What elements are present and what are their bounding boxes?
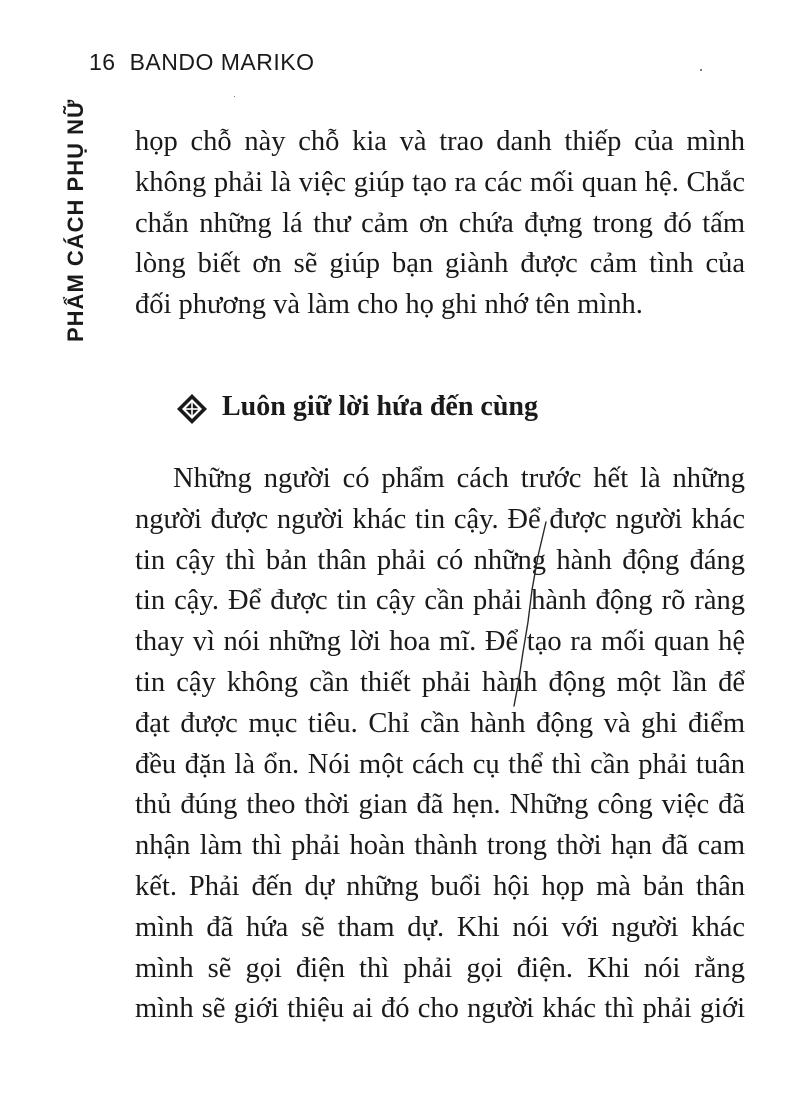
text-line: không phải là việc giúp tạo ra các mối quan hệ. Chắc [135, 166, 745, 198]
text-line: thủ đúng theo thời gian đã hẹn. Những công việc đã [135, 789, 745, 821]
section-heading: Luôn giữ lời hứa đến cùng [222, 391, 538, 422]
text-line: Những người có phẩm cách trước hết là những [173, 463, 745, 494]
text-line: họp chỗ này chỗ kia và trao danh thiếp của mình [135, 126, 745, 157]
paragraph-body [135, 459, 745, 1030]
text-line: mình sẽ giới thiệu ai đó cho người khác thì phải giới [135, 993, 745, 1025]
text-line: thay vì nói những lời hoa mĩ. Để tạo ra mối quan hệ [135, 626, 745, 658]
text-line: chắn những lá thư cảm ơn chứa đựng trong đó tấm [135, 207, 745, 239]
paragraph-continuation [135, 122, 745, 326]
text-line: đều đặn là ổn. Nói một cách cụ thể thì cần phải tuân [135, 748, 745, 780]
text-line: lòng biết ơn sẽ giúp bạn giành được cảm tình của [135, 248, 745, 280]
side-book-title: PHẨM CÁCH PHỤ NỮ [63, 98, 88, 342]
text-line: tin cậy không cần thiết phải hành động một lần để [135, 666, 745, 698]
text-line: đạt được mục tiêu. Chỉ cần hành động và ghi điểm [135, 707, 745, 739]
text-line: mình sẽ gọi điện thì phải gọi điện. Khi nói rằng [135, 952, 745, 984]
header-author: BANDO MARIKO [129, 49, 315, 75]
text-line: kết. Phải đến dự những buổi hội họp mà bản thân [135, 870, 745, 902]
paper-speck [700, 69, 702, 71]
paper-speck [234, 96, 235, 97]
running-header [89, 49, 315, 76]
text-line: mình đã hứa sẽ tham dự. Khi nói với người khác [135, 911, 745, 943]
text-line: tin cậy thì bản thân phải có những hành động đáng [135, 544, 745, 576]
diamond-ornament-icon [176, 393, 208, 425]
text-line: người được người khác tin cậy. Để được người khác [135, 503, 745, 535]
text-line: đối phương và làm cho họ ghi nhớ tên mình. [135, 289, 643, 321]
page-number: 16 [89, 49, 116, 75]
text-line: tin cậy. Để được tin cậy cần phải hành động rõ ràng [135, 585, 745, 617]
text-line: nhận làm thì phải hoàn thành trong thời hạn đã cam [135, 830, 745, 862]
